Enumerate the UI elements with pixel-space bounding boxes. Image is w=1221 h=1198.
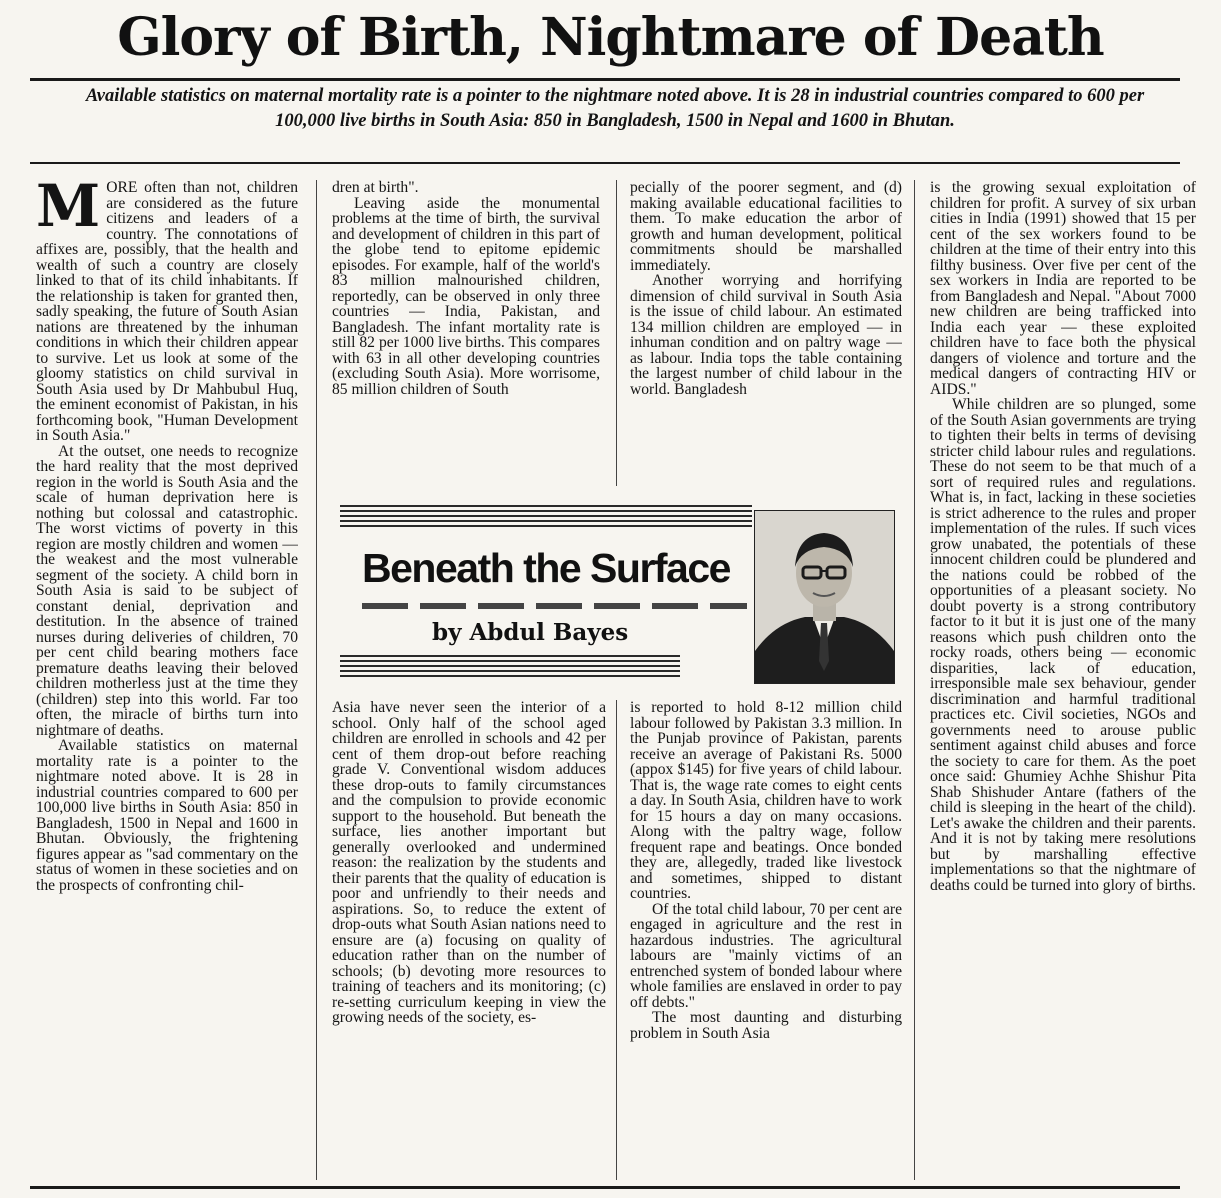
column-divider xyxy=(616,700,617,1180)
column-divider xyxy=(316,180,317,1180)
column-standing-head xyxy=(340,505,752,685)
headline: Glory of Birth, Nightmare of Death xyxy=(117,7,1104,68)
byline: by Abdul Bayes xyxy=(432,619,629,646)
deck: Available statistics on maternal mortality rate is a pointer to the nightmare noted above. It is 28 in industrial countries compared to 600 per 100,000 live births in South Asia: 850 in Bangladesh, 1500 in Nepal and 1600 in Bhutan. xyxy=(85,86,1145,131)
paragraph: dren at birth". xyxy=(332,180,419,196)
paragraph: Another worrying and horrifying dimension of child survival in South Asia is the issue of child labour. An estimated 134 million children are employed — in inhuman condition and on paltry wage — as labour. India tops the table containing the largest number of child labour in the world. Bangladesh xyxy=(630,272,902,398)
paragraph: Of the total child labour, 70 per cent are engaged in agriculture and the rest in hazardous industries. The agricultural labours are "mainly victims of an entrenched system of bonded labour where whole families are enslaved in order to pay off debts." xyxy=(630,900,902,1011)
column-title: Beneath the Surface xyxy=(362,545,730,591)
paragraph: While children are so plunged, some of the South Asian governments are trying to tighten their belts in terms of devising stricter child labour rules and regulations. These do not seem to be that much of a sort of required rules and regulations. What is, in fact, lacking in these societies is strict adherence to the rules and proper implementation of the rules. If such vices grow unabated, the potentials of these innocent children could be plundered and the nations could be robbed of the opportunities of a pleasant society. No doubt poverty is a strong contributory factor to it but it is just one of the many reasons which push children onto the rocky roads, others being — economic disparities, lack of education, irresponsible male sex behaviour, gender discrimination and harmful traditional practices etc. Civil societies, NGOs and governments need to arouse public sentiment against child abuses and force the society to care for them. As the poet once said: Ghumiey Achhe Shishur Pita Shab Shishuder Antare (fathers of the child is sleeping in the heart of the child). Let's awake the children and their parents. And it is not by taking mere resolutions but by marshalling effective implementations so that the nightmare of deaths could be turned into glory of births. xyxy=(930,396,1196,894)
column-divider xyxy=(616,180,617,486)
paragraph: Leaving aside the monumental problems at the time of birth, the survival and development of children in this part of the globe tend to epitome epidemic episodes. For example, half of the world's 83 million malnourished children, reportedly, can be observed in only three countries — India, Pakistan, and Bangladesh. The infant mortality rate is still 82 per 1000 live births. This compares with 63 in all other developing countries (excluding South Asia). More worrisome, 85 million children of South xyxy=(332,194,600,398)
column-2-top xyxy=(332,180,600,486)
bottom-rule xyxy=(30,1186,1180,1189)
hatch-band xyxy=(340,655,680,677)
column-1 xyxy=(36,180,298,1180)
column-4 xyxy=(930,180,1196,1180)
column-2-bottom xyxy=(332,700,606,1180)
paragraph: At the outset, one needs to recognize the hard reality that the most deprived region in the world is South Asia and the scale of human deprivation here is nothing but colossal and catastrophic. The worst victims of poverty in this region are mostly children and women — the weakest and the most vulnerable segment of the society. A child born in South Asia is said to be subject of constant denial, deprivation and destitution. In the absence of trained nurses during deliveries of children, 70 per cent child bearing mothers face premature deaths leaving their beloved children motherless just at the time they (children) step into this world. Far too often, the miracle of births turn into nightmare of deaths. xyxy=(36,442,298,739)
column-divider xyxy=(914,180,915,1180)
paragraph: is reported to hold 8-12 million child labour followed by Pakistan 3.3 million. In the Punjab province of Pakistan, parents receive an average of Pakistani Rs. 5000 (appox $145) for five years of child labour. That is, the wage rate comes to eight cents a day. In South Asia, children have to work for 15 hours a day on many occasions. Along with the paltry wage, follow frequent rape and beatings. Once bonded they are, allegedly, traded like livestock and sometimes, shipped to distant countries. xyxy=(630,700,902,902)
paragraph: pecially of the poorer segment, and (d) making available educational facilities to them. To make education the arbor of growth and human development, political commitments should be marshalled immediately. xyxy=(630,180,902,274)
hatch-band xyxy=(340,505,752,527)
paragraph: Available statistics on maternal mortality rate is a pointer to the nightmare noted above. It is 28 in industrial countries compared to 600 per 100,000 live births in South Asia: 850 in Bangladesh, 1500 in Nepal and 1600 in Bhutan. Obviously, the frightening figures appear as "sad commentary on the status of women in these societies and on the prospects of confronting chil- xyxy=(36,737,298,894)
author-photo xyxy=(754,510,895,684)
paragraph: MORE often than not, children are considered as the future citizens and leaders of a country. The connotations of affixes are, possibly, that the health and wealth of such a country are closely linked to that of its child inhabitants. If the relationship is taken for granted then, sadly speaking, the future of South Asian nations are threatened by the inhuman conditions in which their children appear to survive. Let us look at some of the gloomy statistics on child survival in South Asia used by Dr Mahbubul Huq, the eminent economist of Pakistan, in his forthcoming book, "Human Development in South Asia." xyxy=(36,180,298,444)
column-3-top xyxy=(630,180,902,486)
column-3-bottom xyxy=(630,700,902,1180)
top-rule xyxy=(30,78,1180,81)
paragraph: is the growing sexual exploitation of children for profit. A survey of six urban cities in India (1991) showed that 15 per cent of the sex workers found to be children at the time of their entry into this filthy business. Over five per cent of the sex workers in India are reported to be from Bangladesh and Nepal. "About 7000 new children are being trafficked into India each year — these exploited children have to face both the physical dangers of violence and torture and the medical dangers of contracting HIV or AIDS." xyxy=(930,180,1196,398)
paragraph: Asia have never seen the interior of a school. Only half of the school aged children are enrolled in schools and 42 per cent of them drop-out before reaching grade V. Conventional wisdom adduces these drop-outs to family circumstances and the compulsion to provide economic support to the household. But beneath the surface, lies another important but generally overlooked and undermined reason: the realization by the students and their parents that the quality of education is poor and unfriendly to their needs and aspirations. So, to reduce the extent of drop-outs what South Asian nations need to ensure are (a) focusing on quality of education rather than on the number of schools; (b) devoting more resources to training of teachers and its monitoring; (c) re-setting curriculum keeping in view the growing needs of the society, es- xyxy=(332,700,606,1026)
deck-rule xyxy=(30,162,1180,164)
drop-cap: M xyxy=(36,180,101,240)
paragraph: The most daunting and disturbing problem in South Asia xyxy=(630,1009,902,1042)
dash-rule xyxy=(362,603,747,609)
